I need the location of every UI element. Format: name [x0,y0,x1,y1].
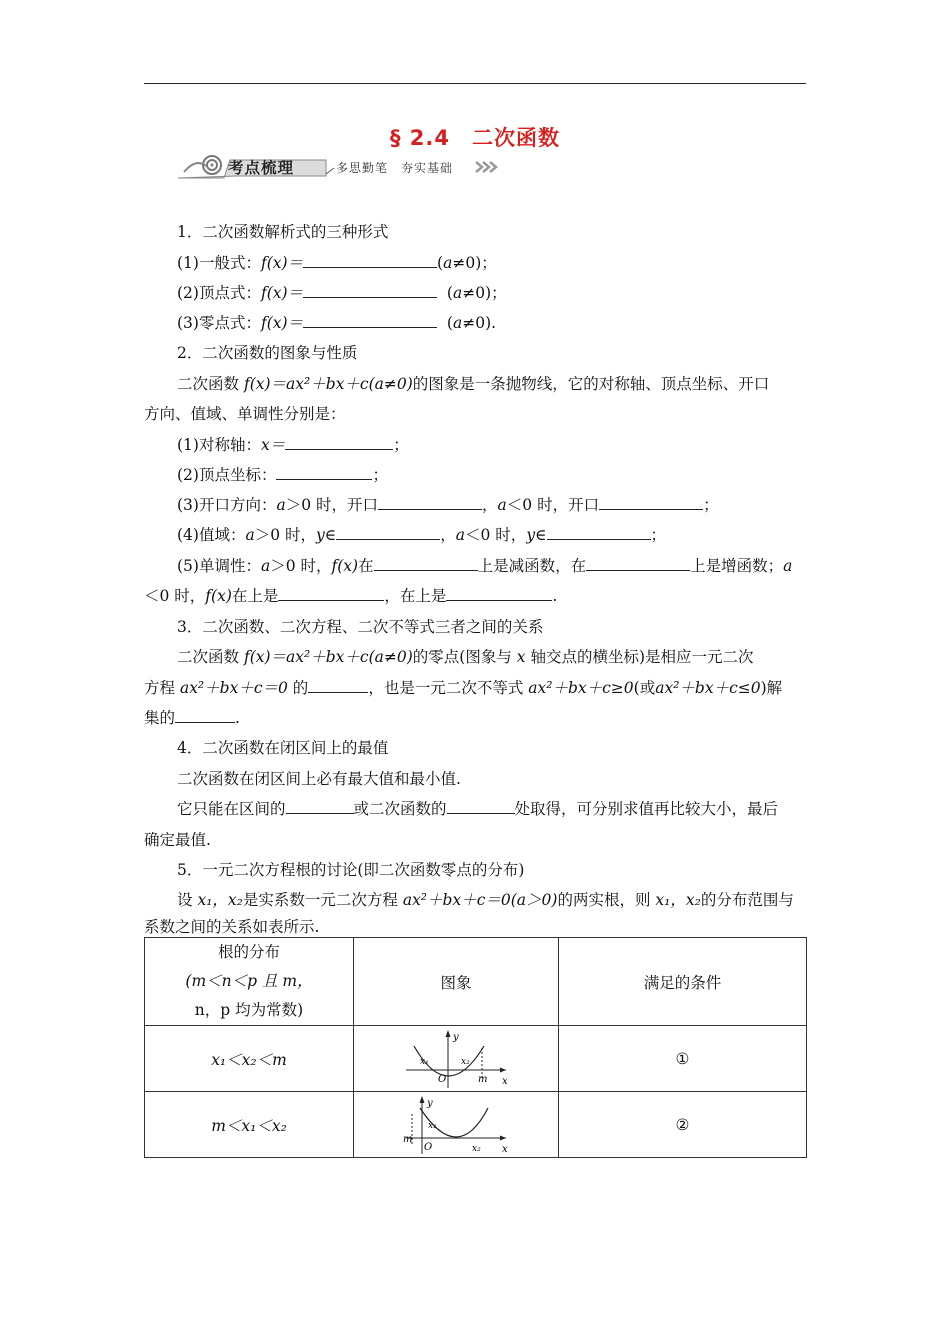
s4-para2-line2: 确定最值. [144,831,211,849]
graph-label-m: m [403,1133,413,1145]
blank[interactable] [303,252,437,268]
graph-label-x1: x₁ [428,1120,437,1131]
s3-para-line1: 二次函数 f(x)＝ax²＋bx＋c(a≠0)的零点(图象与 x 轴交点的横坐标)是相应一元二次 [177,648,754,666]
s1-line1: (1)一般式：f(x)＝ (a≠0)； [177,254,497,272]
header-distribution: 根的分布 (m＜n＜p 且 m， n，p 均为常数) [145,938,354,1026]
table-row [145,1092,807,1158]
graph-label-o: O [424,1141,433,1153]
blank[interactable] [447,798,515,814]
graph-label-y: y [453,1031,459,1043]
s2-item2: (2)顶点坐标： ； [177,466,388,484]
blank[interactable] [547,524,651,540]
blank[interactable] [586,555,690,571]
s2-item3: (3)开口方向：a＞0 时，开口 ，a＜0 时，开口 ； [177,496,719,514]
s1-heading: 1．二次函数解析式的三种形式 [177,223,389,241]
root-distribution-table [144,937,807,1158]
s2-para-line2: 方向、值域、单调性分别是： [144,405,346,423]
table-header-row [145,938,807,1026]
s1-line3: (3)零点式：f(x)＝ (a≠0). [177,314,497,332]
header-graph: 图象 [354,938,559,1026]
header-condition: 满足的条件 [559,938,807,1026]
blank[interactable] [278,585,384,601]
s3-heading: 3．二次函数、二次方程、二次不等式三者之间的关系 [177,618,544,636]
blank[interactable] [446,585,552,601]
table-row [145,1026,807,1092]
graph-label-x2: x₂ [472,1143,481,1154]
s5-para-line1: 设 x₁，x₂是实系数一元二次方程 ax²＋bx＋c＝0(a＞0)的两实根，则 x₁，x₂的分布范围与 [177,891,794,909]
graph-label-x2: x₂ [461,1056,470,1067]
s4-heading: 4．二次函数在闭区间上的最值 [177,739,389,757]
s2-para-line1: 二次函数 f(x)＝ax²＋bx＋c(a≠0)的图象是一条抛物线，它的对称轴、顶点坐标、开口 [177,375,770,393]
blank[interactable] [336,524,440,540]
blank[interactable] [286,798,354,814]
row1-condition: ① [559,1026,807,1092]
row2-condition: ② [559,1092,807,1158]
top-rule [144,83,806,84]
row2-distribution: m＜x₁＜x₂ [145,1092,354,1158]
blank[interactable] [285,434,393,450]
s5-para-line2: 系数之间的关系如表所示. [144,918,320,936]
banner-title: 考点梳理 [228,159,295,177]
blank[interactable] [599,494,703,510]
blank[interactable] [303,282,437,298]
s5-heading: 5．一元二次方程根的讨论(即二次函数零点的分布) [177,861,525,879]
s2-item4: (4)值域：a＞0 时，y∈ ，a＜0 时，y∈ ； [177,526,667,544]
s3-para-line2: 方程 ax²＋bx＋c＝0 的 ，也是一元二次不等式 ax²＋bx＋c≥0(或ax²＋bx＋c≤0)解 [144,679,783,697]
blank[interactable] [308,677,368,693]
blank[interactable] [378,494,482,510]
s3-para-line3: 集的 . [144,709,240,727]
graph-label-o: O [438,1073,447,1085]
page-title: § 2.4 二次函数 [389,126,560,150]
graph-label-x1: x₁ [420,1056,429,1067]
blank[interactable] [303,312,437,328]
graph-label-x: x [502,1075,508,1087]
s2-item1: (1)对称轴：x＝ ； [177,436,409,454]
row1-graph [354,1026,559,1092]
blank[interactable] [175,707,235,723]
s4-para2-line1: 它只能在区间的 或二次函数的 处取得，可分别求值再比较大小，最后 [177,800,779,818]
blank[interactable] [276,464,372,480]
parabola-graph-1 [400,1028,512,1090]
row2-graph [354,1092,559,1158]
s2-item5-line1: (5)单调性：a＞0 时，f(x)在 上是减函数，在 上是增函数；a [177,557,793,575]
s1-line2: (2)顶点式：f(x)＝ (a≠0)； [177,284,507,302]
graph-label-x: x [502,1143,508,1155]
graph-label-y: y [427,1097,433,1109]
s2-item5-line2: ＜0 时，f(x)在上是 ，在上是 . [144,587,558,605]
section-banner [176,152,516,182]
banner-subtitle: 多思勤笔 夯实基础 [336,161,454,175]
parabola-graph-2 [400,1094,512,1156]
s2-heading: 2．二次函数的图象与性质 [177,344,358,362]
row1-distribution: x₁＜x₂＜m [145,1026,354,1092]
blank[interactable] [374,555,478,571]
s4-para1: 二次函数在闭区间上必有最大值和最小值. [177,770,461,788]
graph-label-m: m [478,1073,488,1085]
